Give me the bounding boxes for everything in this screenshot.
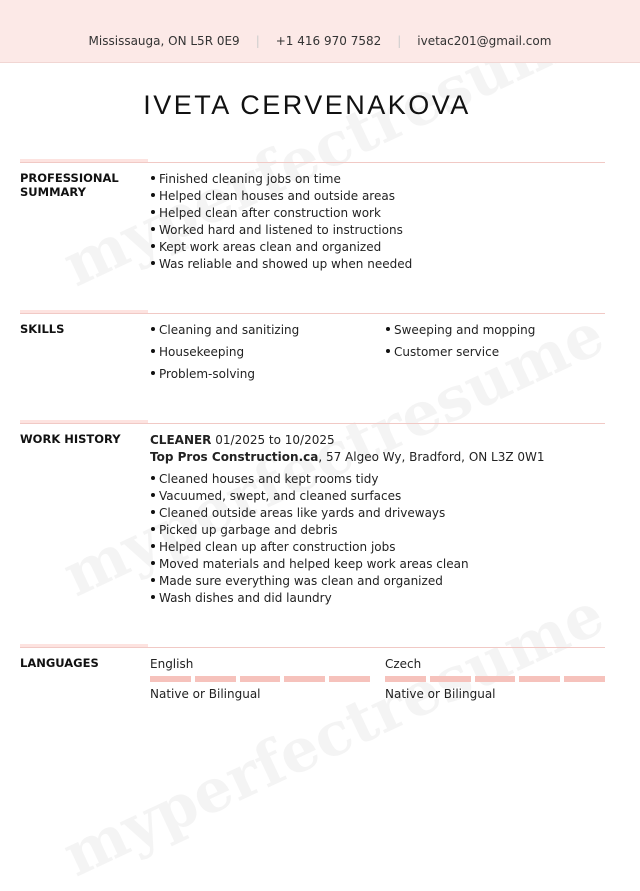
language-item bbox=[385, 656, 605, 703]
list-item: Finished cleaning jobs on time bbox=[150, 171, 412, 188]
list-item: Was reliable and showed up when needed bbox=[150, 256, 412, 273]
proficiency-segment bbox=[519, 676, 560, 682]
list-item: Moved materials and helped keep work areas clean bbox=[150, 556, 545, 573]
section-title: SKILLS bbox=[20, 322, 65, 336]
divider bbox=[20, 647, 605, 648]
list-item: Problem-solving bbox=[150, 366, 385, 383]
email: ivetac201@gmail.com bbox=[417, 34, 552, 48]
divider bbox=[20, 423, 605, 424]
company: Top Pros Construction.ca bbox=[150, 450, 319, 464]
job-title: CLEANER bbox=[150, 433, 212, 447]
list-item: Helped clean after construction work bbox=[150, 205, 412, 222]
proficiency-bar bbox=[150, 676, 370, 682]
language-name: English bbox=[150, 657, 194, 671]
phone: +1 416 970 7582 bbox=[275, 34, 382, 48]
list-item: Made sure everything was clean and organized bbox=[150, 573, 545, 590]
list-item: Cleaned outside areas like yards and driveways bbox=[150, 505, 545, 522]
location: Mississauga, ON L5R 0E9 bbox=[88, 34, 240, 48]
list-item: Kept work areas clean and organized bbox=[150, 239, 412, 256]
list-item: Sweeping and mopping bbox=[385, 322, 605, 339]
proficiency-segment bbox=[329, 676, 370, 682]
language-name: Czech bbox=[385, 657, 422, 671]
divider bbox=[20, 162, 605, 163]
list-item: Helped clean houses and outside areas bbox=[150, 188, 412, 205]
list-item: Cleaning and sanitizing bbox=[150, 322, 385, 339]
proficiency-segment bbox=[284, 676, 325, 682]
list-item: Helped clean up after construction jobs bbox=[150, 539, 545, 556]
contact-header bbox=[0, 0, 640, 63]
proficiency-segment bbox=[150, 676, 191, 682]
proficiency-segment bbox=[475, 676, 516, 682]
section-title: LANGUAGES bbox=[20, 656, 99, 670]
company-address: , 57 Algeo Wy, Bradford, ON L3Z 0W1 bbox=[318, 450, 545, 464]
language-level: Native or Bilingual bbox=[150, 687, 261, 701]
skills-list bbox=[150, 322, 605, 383]
watermark bbox=[53, 579, 615, 891]
job-entry bbox=[150, 432, 545, 607]
section-title: PROFESSIONAL SUMMARY bbox=[20, 171, 119, 199]
list-item: Housekeeping bbox=[150, 344, 385, 361]
proficiency-segment bbox=[240, 676, 281, 682]
list-item: Worked hard and listened to instructions bbox=[150, 222, 412, 239]
list-item: Cleaned houses and kept rooms tidy bbox=[150, 471, 545, 488]
list-item: Customer service bbox=[385, 344, 605, 361]
language-item bbox=[150, 656, 370, 703]
section-title: WORK HISTORY bbox=[20, 432, 121, 446]
summary-list bbox=[150, 171, 412, 273]
language-level: Native or Bilingual bbox=[385, 687, 496, 701]
candidate-name: IVETA CERVENAKOVA bbox=[143, 90, 471, 120]
divider: | bbox=[397, 34, 402, 48]
proficiency-segment bbox=[195, 676, 236, 682]
proficiency-segment bbox=[430, 676, 471, 682]
job-dates: 01/2025 to 10/2025 bbox=[215, 433, 335, 447]
divider bbox=[20, 313, 605, 314]
proficiency-segment bbox=[564, 676, 605, 682]
list-item: Picked up garbage and debris bbox=[150, 522, 545, 539]
duties-list bbox=[150, 471, 545, 607]
list-item: Wash dishes and did laundry bbox=[150, 590, 545, 607]
divider: | bbox=[255, 34, 260, 48]
list-item: Vacuumed, swept, and cleaned surfaces bbox=[150, 488, 545, 505]
proficiency-segment bbox=[385, 676, 426, 682]
proficiency-bar bbox=[385, 676, 605, 682]
